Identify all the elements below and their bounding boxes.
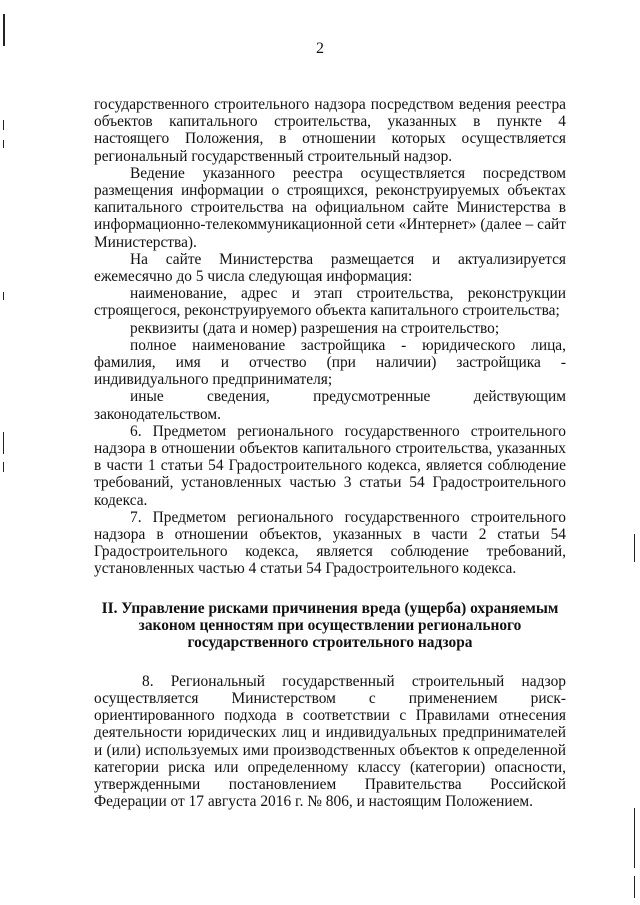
- scan-edge-mark-left-1: [3, 120, 4, 130]
- paragraph-website-info: На сайте Министерства размещается и актуализируется ежемесячно до 5 числа следующая информация:: [94, 250, 566, 286]
- section-heading: II. Управление рисками причинения вреда (ущерба) охраняемым законом ценностям при осуществлении регионального государственного строительного надзора: [101, 599, 559, 651]
- page-number: 2: [316, 40, 324, 57]
- scan-edge-mark-left-2: [3, 140, 4, 148]
- scan-edge-mark-left-4: [3, 432, 4, 454]
- list-item-developer: полное наименование застройщика - юридического лица, фамилия, имя и отчество (при наличии) застройщика - индивидуального предпринимателя;: [94, 336, 566, 389]
- paragraph-7: 7. Предметом регионального государственного строительного надзора в отношении объектов, указанных в части 2 статьи 54 Градостроительного кодекса, является соблюдение требований, установленных частью 4 статьи 54 Градостроительного кодекса.: [94, 508, 566, 578]
- scan-edge-mark-left-5: [3, 462, 4, 472]
- paragraph-8: 8. Региональный государственный строительный надзор осуществляется Министерством с применением риск-ориентированного подхода в соответствии с Правилами отнесения деятельности юридических лиц и индивидуальных предпринимателей и (или) используемых ими производственных объектов к определенной категории риска или определенному классу (категории) опасности, утвержденными постановлением Правительства Российской Федерации от 17 августа 2016 г. № 806, и настоящим Положением.: [94, 672, 566, 811]
- scan-edge-mark-left-3: [3, 292, 4, 300]
- list-item-permit: реквизиты (дата и номер) разрешения на строительство;: [130, 319, 500, 337]
- scan-edge-mark-right-1: [634, 534, 635, 562]
- list-item-name-address: наименование, адрес и этап строительства, реконструкции строящегося, реконструируемого объекта капитального строительства;: [94, 285, 566, 320]
- scan-edge-mark-right-2: [634, 808, 635, 868]
- paragraph-6: 6. Предметом регионального государственного строительного надзора в отношении объектов капитального строительства, указанных в части 1 статьи 54 Градостроительного кодекса, является соблюдение требований, установленных частью 3 статьи 54 Градостроительного кодекса.: [94, 422, 566, 509]
- paragraph-continuation: государственного строительного надзора посредством ведения реестра объектов капитального строительства, указанных в пункте 4 настоящего Положения, в отношении которых осуществляется региональный государственный строительный надзор.: [94, 96, 566, 165]
- paragraph-registry: Ведение указанного реестра осуществляется посредством размещения информации о строящихся, реконструируемых объектах капитального строительства на официальном сайте Министерства в информационно-телекоммуникационной сети «Интернет» (далее – сайт Министерства).: [94, 164, 566, 251]
- scan-edge-mark-right-3: [634, 876, 635, 898]
- document-body: [94, 96, 566, 810]
- list-item-other: иные сведения, предусмотренные действующим законодательством.: [94, 388, 566, 423]
